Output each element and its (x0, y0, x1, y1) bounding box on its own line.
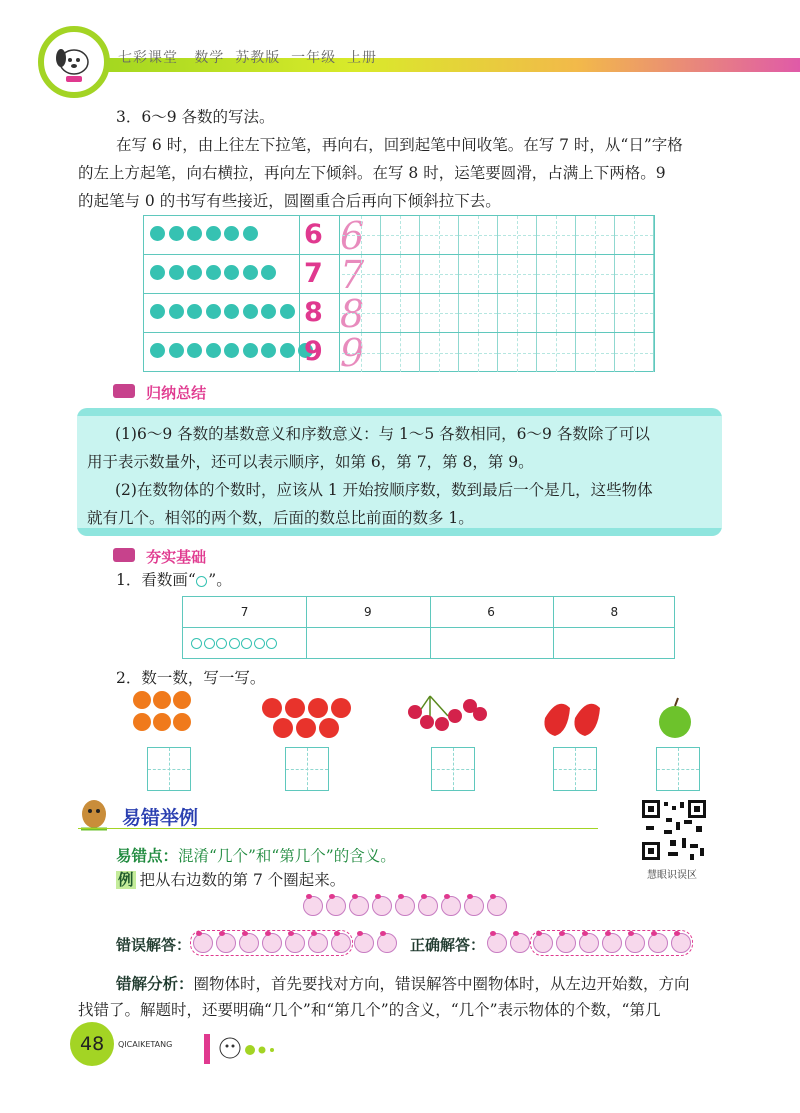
counting-dot (243, 226, 258, 241)
counting-dot (169, 265, 184, 280)
counting-dot (206, 265, 221, 280)
table-header-cell: 7 (240, 605, 249, 619)
kitty-row-wrong (193, 933, 393, 955)
counting-dot (224, 265, 239, 280)
dog-pencil-icon (200, 1028, 280, 1068)
answer-box[interactable] (285, 747, 329, 791)
writing-cell[interactable] (537, 216, 576, 254)
writing-row (144, 253, 654, 297)
dot-group (150, 304, 295, 319)
page-number: 48 (80, 1033, 105, 1055)
writing-cell[interactable] (342, 216, 381, 254)
answer-cell[interactable] (183, 629, 306, 657)
script-digit: 7 (340, 253, 365, 297)
writing-cell[interactable] (459, 333, 498, 372)
peppers-group (133, 691, 191, 731)
kitty-figure (377, 933, 397, 953)
kitty-row-example (303, 896, 503, 918)
kitty-figure (487, 896, 507, 916)
dot-group (150, 226, 258, 241)
counting-dot (243, 265, 258, 280)
summary-heading: 归纳总结 (113, 382, 206, 403)
divider (78, 828, 598, 829)
writing-cell[interactable] (381, 216, 420, 254)
counting-dot (224, 304, 239, 319)
writing-cell[interactable] (576, 333, 615, 372)
drawn-circle (204, 638, 215, 649)
kitty-figure (354, 933, 374, 953)
kitty-figure (487, 933, 507, 953)
summary-box (77, 408, 722, 536)
writing-cell[interactable] (342, 294, 381, 332)
counting-dot (206, 343, 221, 358)
counting-dot (261, 343, 276, 358)
writing-cell[interactable] (576, 255, 615, 293)
counting-dot (243, 304, 258, 319)
paragraph-line: 在写 6 时，由上往左下拉笔，再向右，回到起笔中间收笔。在写 7 时，从“日”字格 (116, 136, 683, 154)
answer-box[interactable] (431, 747, 475, 791)
writing-cell[interactable] (615, 294, 654, 332)
script-digit: 8 (340, 292, 365, 336)
tomatoes-group (262, 698, 351, 738)
draw-circles-table (182, 596, 675, 659)
counting-dot (187, 304, 202, 319)
counting-dot (224, 343, 239, 358)
counting-dot (150, 226, 165, 241)
counting-dot (261, 265, 276, 280)
kitty-figure (303, 896, 323, 916)
writing-cell[interactable] (498, 255, 537, 293)
writing-cell[interactable] (381, 294, 420, 332)
writing-row (144, 292, 654, 336)
example-line: 例 把从右边数的第 7 个圈起来。 (118, 871, 346, 889)
counting-dot (150, 304, 165, 319)
book-title: 七彩课堂 数学 苏教版 一年级 上册 (118, 50, 378, 66)
writing-cell[interactable] (459, 294, 498, 332)
drawn-circle (229, 638, 240, 649)
writing-cell[interactable] (342, 333, 381, 372)
fruit-pictures (130, 688, 710, 746)
circled-group (190, 930, 353, 956)
writing-cell[interactable] (498, 294, 537, 332)
digit-label: 6 (304, 219, 323, 250)
circle-icon (196, 576, 207, 587)
paragraph-line: 的左上方起笔，向右横拉，再向左下倾斜。在写 8 时，运笔要圆滑，占满上下两格。9 (78, 164, 666, 182)
table-header-cell: 6 (487, 605, 495, 619)
kitty-figure (349, 896, 369, 916)
script-digit: 9 (340, 331, 365, 375)
writing-cell[interactable] (459, 255, 498, 293)
qr-code[interactable] (640, 798, 708, 862)
counting-dot (169, 226, 184, 241)
counting-dot (150, 343, 165, 358)
kitty-figure (326, 896, 346, 916)
brand-text: QICAIKETANG (118, 1040, 173, 1049)
writing-cell[interactable] (420, 333, 459, 372)
mistake-point: 易错点：混淆“几个”和“第几个”的含义。 (116, 847, 396, 865)
book-icon (113, 384, 135, 398)
book-icon (113, 548, 135, 562)
counting-dot (187, 265, 202, 280)
question-1: 1．看数画“ ”。 (116, 571, 232, 589)
analysis-line: 错解分析：圈物体时，首先要找对方向，错误解答中圈物体时，从左边开始数，方向 (116, 975, 690, 993)
summary-line: 用于表示数量外，还可以表示顺序，如第 6，第 7，第 8，第 9。 (87, 453, 534, 471)
writing-cell[interactable] (498, 216, 537, 254)
kitty-figure (372, 896, 392, 916)
basics-heading: 夯实基础 (113, 546, 206, 567)
writing-cell[interactable] (615, 216, 654, 254)
script-digit: 6 (340, 214, 365, 258)
summary-line: 就有几个。相邻的两个数，后面的数总比前面的数多 1。 (87, 509, 474, 527)
apple-group (659, 698, 691, 738)
counting-dot (224, 226, 239, 241)
writing-cell[interactable] (537, 255, 576, 293)
circled-group (530, 930, 693, 956)
writing-row (144, 214, 654, 258)
mascot-dog-logo (38, 26, 110, 98)
analysis-line: 找错了。解题时，还要明确“几个”和“第几个”的含义，“几个”表示物体的个数，“第几 (78, 1001, 661, 1019)
counting-dot (243, 343, 258, 358)
table-header-cell: 8 (610, 605, 619, 619)
dot-group (150, 343, 313, 358)
digit-label: 7 (304, 258, 323, 289)
answer-box[interactable] (656, 747, 700, 791)
writing-cell[interactable] (615, 333, 654, 372)
writing-cell[interactable] (381, 333, 420, 372)
kitty-figure (464, 896, 484, 916)
writing-cell[interactable] (537, 294, 576, 332)
writing-cell[interactable] (537, 333, 576, 372)
kitty-row-right (487, 933, 687, 955)
counting-dot (169, 304, 184, 319)
writing-cell[interactable] (498, 333, 537, 372)
counting-dot (206, 304, 221, 319)
writing-cell[interactable] (576, 294, 615, 332)
drawn-circle (266, 638, 277, 649)
counting-dot (280, 304, 295, 319)
right-answer-label: 正确解答： (410, 936, 486, 954)
writing-cell[interactable] (420, 255, 459, 293)
counting-dot (261, 304, 276, 319)
drawn-circle (241, 638, 252, 649)
drawn-circle (254, 638, 265, 649)
writing-cell[interactable] (459, 216, 498, 254)
counting-dot (280, 343, 295, 358)
table-header-cell: 9 (364, 605, 372, 619)
wrong-answer-label: 错误解答： (116, 936, 192, 954)
summary-line: (1)6～9 各数的基数意义和序数意义：与 1～5 各数相同，6～9 各数除了可以 (115, 425, 650, 443)
kitty-figure (395, 896, 415, 916)
writing-cell[interactable] (420, 294, 459, 332)
drawn-circle (191, 638, 202, 649)
writing-cell[interactable] (381, 255, 420, 293)
cherries-group (408, 696, 487, 731)
strawberries-group (544, 704, 600, 736)
writing-cell[interactable] (420, 216, 459, 254)
answer-box[interactable] (553, 747, 597, 791)
drawn-circle (216, 638, 227, 649)
paragraph-line: 的起笔与 0 的书写有些接近，圆圈重合后再向下倾斜拉下去。 (78, 192, 501, 210)
answer-cell[interactable] (430, 629, 553, 657)
counting-dot (187, 226, 202, 241)
writing-cell[interactable] (576, 216, 615, 254)
question-2: 2．数一数，写一写。 (116, 669, 266, 687)
digit-label: 8 (304, 297, 323, 328)
kitty-figure (510, 933, 530, 953)
mistakes-title: 易错举例 (122, 807, 199, 829)
counting-dot (150, 265, 165, 280)
counting-dot (169, 343, 184, 358)
potato-mascot-icon (76, 796, 112, 832)
summary-line: (2)在数物体的个数时，应该从 1 开始按顺序数，数到最后一个是几，这些物体 (115, 481, 653, 499)
kitty-figure (418, 896, 438, 916)
qr-caption: 慧眼识误区 (647, 870, 697, 881)
answer-cell[interactable] (553, 629, 676, 657)
writing-row (144, 331, 654, 375)
answer-cell[interactable] (306, 629, 429, 657)
kitty-figure (441, 896, 461, 916)
digit-label: 9 (304, 336, 323, 367)
dot-group (150, 265, 276, 280)
answer-box[interactable] (147, 747, 191, 791)
section-heading: 3．6～9 各数的写法。 (116, 108, 275, 126)
digit-writing-table (143, 214, 655, 375)
counting-dot (187, 343, 202, 358)
writing-cell[interactable] (615, 255, 654, 293)
counting-dot (206, 226, 221, 241)
writing-cell[interactable] (342, 255, 381, 293)
